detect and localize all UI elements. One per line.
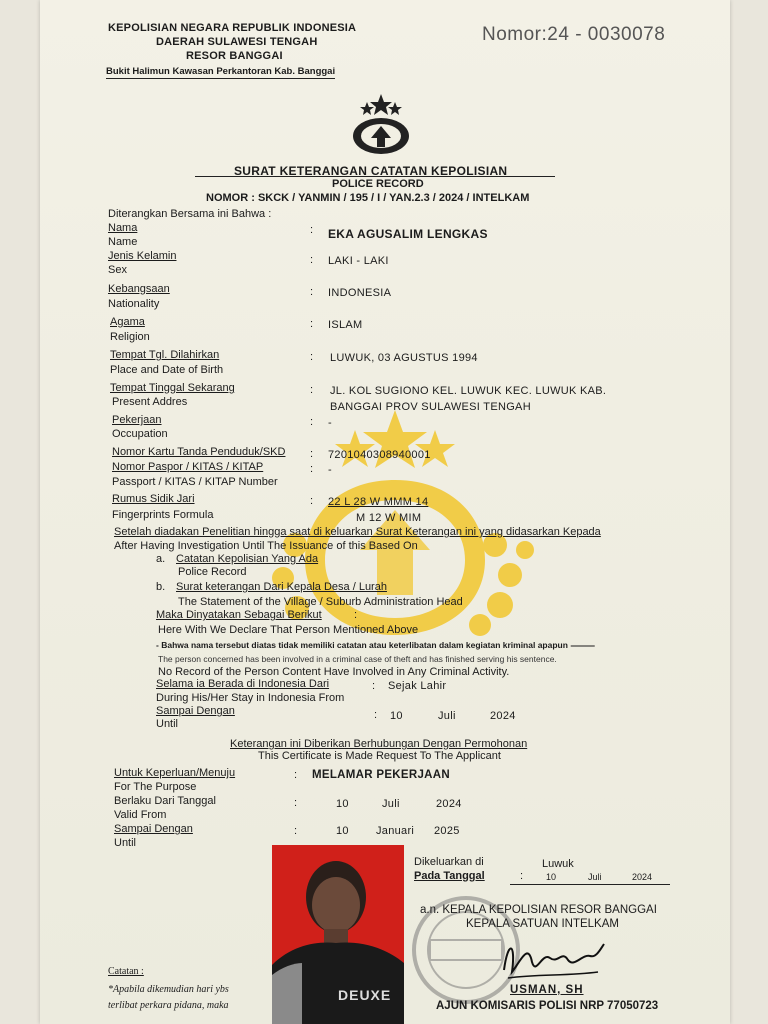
field-religion-label-en: Religion: [110, 331, 150, 343]
valid-until-label-en: Until: [114, 837, 137, 849]
field-fingerprint-label: Rumus Sidik Jari: [112, 493, 195, 505]
item-a-marker: a.: [156, 553, 166, 565]
valid-from-year: 2024: [436, 798, 462, 810]
item-a-text: Catatan Kepolisian Yang Ada: [176, 553, 319, 565]
valid-from-label: Berlaku Dari Tanggal: [114, 795, 216, 807]
request-text: Keterangan ini Diberikan Berhubungan Dengan Permohonan: [230, 738, 528, 750]
header-address: Bukit Halimun Kawasan Perkantoran Kab. Banggai: [106, 66, 336, 77]
header-line-3: RESOR BANGGAI: [186, 50, 283, 62]
field-religion-value: ISLAM: [328, 319, 363, 331]
colon: :: [310, 224, 314, 236]
item-b-text-en: The Statement of the Village / Suburb Administration Head: [178, 596, 463, 608]
field-birth-value: LUWUK, 03 AGUSTUS 1994: [330, 352, 478, 364]
investigation-text: Setelah diadakan Penelitian hingga saat di keluarkan Surat Keterangan ini yang didasarkan Kepada: [114, 526, 601, 538]
field-name-value: EKA AGUSALIM LENGKAS: [328, 227, 488, 241]
field-address-value: JL. KOL SUGIONO KEL. LUWUK KEC. LUWUK KAB.: [330, 385, 607, 397]
field-passport-value: -: [328, 464, 332, 476]
purpose-label: Untuk Keperluan/Menuju: [114, 767, 236, 779]
field-address-label-en: Present Addres: [112, 396, 188, 408]
issued-date-month: Juli: [588, 872, 602, 882]
colon: :: [372, 680, 376, 692]
signatory-rank: AJUN KOMISARIS POLISI NRP 77050723: [436, 1000, 659, 1012]
colon: :: [310, 254, 314, 266]
colon: :: [354, 609, 358, 621]
issued-date-year: 2024: [632, 872, 653, 882]
document-number: Nomor:24 - 0030078: [482, 24, 666, 45]
purpose-value: MELAMAR PEKERJAAN: [312, 769, 450, 781]
header-line-1: KEPOLISIAN NEGARA REPUBLIK INDONESIA: [108, 22, 357, 34]
valid-until-label: Sampai Dengan: [114, 823, 193, 835]
notes-line-1: *Apabila dikemudian hari ybs: [108, 984, 229, 995]
field-id-card-label: Nomor Kartu Tanda Penduduk/SKD: [112, 446, 286, 458]
field-address-value-2: BANGGAI PROV SULAWESI TENGAH: [330, 401, 531, 413]
field-address-label: Tempat Tinggal Sekarang: [110, 382, 235, 394]
field-passport-label: Nomor Paspor / KITAS / KITAP: [112, 461, 264, 473]
field-nationality-label-en: Nationality: [108, 298, 160, 310]
field-occupation-label: Pekerjaan: [112, 414, 162, 426]
colon: :: [310, 495, 314, 507]
photo-shirt-text: DEUXE: [338, 987, 392, 1003]
colon: :: [294, 769, 298, 781]
investigation-text-en: After Having Investigation Until The Issuance of this Based On: [114, 540, 418, 552]
document-subtitle: POLICE RECORD: [332, 178, 424, 190]
police-emblem-icon: [345, 92, 417, 158]
colon: :: [310, 351, 314, 363]
stay-from-value: Sejak Lahir: [388, 680, 447, 692]
struck-statement: The person concerned has been involved in a criminal case of theft and has finished serving his sentence.: [158, 654, 557, 664]
police-record-document: [40, 0, 730, 1024]
signatory-name: USMAN, SH: [510, 984, 584, 996]
item-a-text-en: Police Record: [178, 566, 247, 578]
issued-place-value: Luwuk: [542, 858, 574, 870]
stay-from-label-en: During His/Her Stay in Indonesia From: [156, 692, 345, 704]
valid-until-month: Januari: [376, 825, 415, 837]
colon: :: [310, 463, 314, 475]
notes-line-2: terlibat perkara pidana, maka: [108, 1000, 229, 1011]
colon: :: [310, 384, 314, 396]
colon: :: [294, 825, 298, 837]
signatory-title-1: a.n. KEPALA KEPOLISIAN RESOR BANGGAI: [420, 904, 657, 916]
field-fingerprint-value-2: M 12 W MIM: [356, 512, 422, 524]
colon: :: [294, 797, 298, 809]
signatory-title-2: KEPALA SATUAN INTELKAM: [466, 918, 619, 930]
field-name-label: Nama: [108, 222, 138, 234]
colon: :: [520, 870, 524, 882]
applicant-photo: [272, 845, 404, 1024]
stay-until-label: Sampai Dengan: [156, 705, 235, 717]
statement-text: - Bahwa nama tersebut diatas tidak memiliki catatan atau keterlibatan dalam kegiatan kriminal apapun -------------: [156, 640, 595, 650]
colon: :: [310, 416, 314, 428]
field-birth-label-en: Place and Date of Birth: [110, 364, 224, 376]
item-b-marker: b.: [156, 581, 166, 593]
field-passport-label-en: Passport / KITAS / KITAP Number: [112, 476, 278, 488]
signature-icon: [498, 932, 608, 984]
no-record-text: No Record of the Person Content Have Involved in Any Criminal Activity.: [158, 666, 510, 678]
stay-until-day: 10: [390, 710, 403, 722]
purpose-label-en: For The Purpose: [114, 781, 197, 793]
field-nationality-label: Kebangsaan: [108, 283, 170, 295]
header-line-2: DAERAH SULAWESI TENGAH: [156, 36, 318, 48]
field-occupation-label-en: Occupation: [112, 428, 168, 440]
field-nationality-value: INDONESIA: [328, 287, 392, 299]
issued-date-label: Pada Tanggal: [414, 870, 485, 882]
stay-until-month: Juli: [438, 710, 456, 722]
intro-text: Diterangkan Bersama ini Bahwa :: [108, 208, 272, 220]
field-name-label-en: Name: [108, 236, 138, 248]
statement-value: Bahwa nama tersebut diatas tidak memiliki catatan atau keterlibatan dalam kegiatan kriminal apapun: [161, 640, 568, 650]
field-sex-label-en: Sex: [108, 264, 127, 276]
field-occupation-value: -: [328, 417, 332, 429]
valid-from-label-en: Valid From: [114, 809, 167, 821]
stay-until-label-en: Until: [156, 718, 179, 730]
field-birth-label: Tempat Tgl. Dilahirkan: [110, 349, 220, 361]
colon: :: [310, 448, 314, 460]
declare-text: Maka Dinyatakan Sebagai Berikut: [156, 609, 322, 621]
colon: :: [310, 318, 314, 330]
issued-place-label: Dikeluarkan di: [414, 856, 484, 868]
field-fingerprint-value: 22 L 28 W MMM 14: [328, 496, 429, 508]
document-reference-number: NOMOR : SKCK / YANMIN / 195 / I / YAN.2.3 / 2024 / INTELKAM: [206, 192, 530, 204]
title-rule: [195, 176, 555, 177]
valid-until-day: 10: [336, 825, 349, 837]
field-id-card-value: 7201040308940001: [328, 449, 431, 461]
item-b-text: Surat keterangan Dari Kepala Desa / Lurah: [176, 581, 387, 593]
stay-from-label: Selama ia Berada di Indonesia Dari: [156, 678, 330, 690]
issued-date-day: 10: [546, 872, 557, 882]
field-sex-value: LAKI - LAKI: [328, 255, 389, 267]
notes-title: Catatan :: [108, 966, 144, 977]
valid-until-year: 2025: [434, 825, 460, 837]
document-title: SURAT KETERANGAN CATATAN KEPOLISIAN: [234, 164, 508, 178]
colon: :: [374, 709, 378, 721]
declare-text-en: Here With We Declare That Person Mentioned Above: [158, 624, 419, 636]
stay-until-year: 2024: [490, 710, 516, 722]
field-fingerprint-label-en: Fingerprints Formula: [112, 509, 214, 521]
colon: :: [310, 286, 314, 298]
request-text-en: This Certificate is Made Request To The Applicant: [258, 750, 501, 762]
field-sex-label: Jenis Kelamin: [108, 250, 177, 262]
field-religion-label: Agama: [110, 316, 145, 328]
valid-from-month: Juli: [382, 798, 400, 810]
issued-date-rule: [510, 884, 670, 885]
valid-from-day: 10: [336, 798, 349, 810]
